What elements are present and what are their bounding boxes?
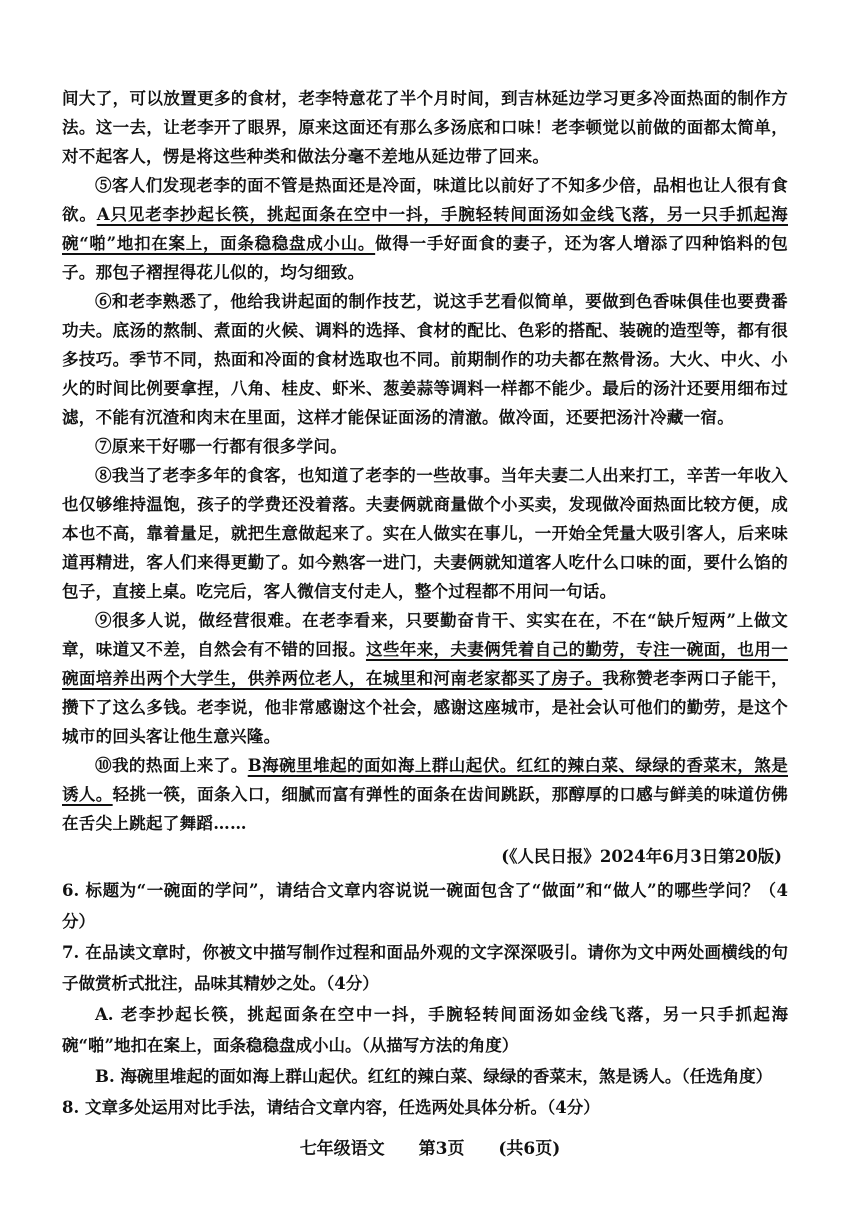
footer-subject: 七年级语文 (299, 1139, 385, 1159)
paragraph-5-text-a: ⑤客人们发现老李的面不管是热面还是冷面，味道比以前好了不知多少倍，品相也让人很有食欲。 (62, 176, 788, 224)
paragraph-10-text-b: 轻挑一筷，面条入口，细腻而富有弹性的面条在齿间跳跃，那醇厚的口感与鲜美的味道仿佛在舌尖上跳起了舞蹈…… (62, 785, 789, 833)
paragraph-5 (62, 171, 788, 287)
question-7: 7. 在品读文章时，你被文中描写制作过程和面品外观的文字深深吸引。请你为文中两处画横线的句子做赏析式批注，品味其精妙之处。（4分） (62, 943, 788, 993)
paragraph-7: ⑦原来干好哪一行都有很多学问。 (95, 437, 347, 456)
page-footer (0, 1134, 860, 1159)
paragraph-9 (62, 606, 788, 751)
paragraph-intro: 间大了，可以放置更多的食材，老李特意花了半个月时间，到吉林延边学习更多冷面热面的制作方法。这一去，让老李开了眼界，原来这面还有那么多汤底和口味！老李顿觉以前做的面都太简单，对不起客人，愣是将这些种类和做法分毫不差地从延边带了回来。 (62, 89, 788, 166)
question-6: 6. 标题为“一碗面的学问”，请结合文章内容说说一碗面包含了“做面”和“做人”的哪些学问？（4分） (62, 881, 788, 931)
paragraph-6: ⑥和老李熟悉了，他给我讲起面的制作技艺，说这手艺看似简单，要做到色香味俱佳也要费番功夫。底汤的熬制、煮面的火候、调料的选择、食材的配比、色彩的搭配、装碗的造型等，都有很多技巧。季节不同，热面和冷面的食材选取也不同。前期制作的功夫都在熬骨汤。大火、中火、小火的时间比例要拿捏，八角、桂皮、虾米、葱姜蒜等调料一样都不能少。最后的汤汁还要用细布过滤，不能有沉渣和肉末在里面，这样才能保证面汤的清澈。做冷面，还要把汤汁冷藏一宿。 (62, 292, 788, 427)
article-source: (《人民日报》2024年6月3日第20版) (501, 847, 782, 866)
paragraph-10-text-a: ⑩我的热面上来了。 (95, 756, 248, 775)
paragraph-8: ⑧我当了老李多年的食客，也知道了老李的一些故事。当年夫妻二人出来打工，辛苦一年收入也仅够维持温饱，孩子的学费还没着落。夫妻俩就商量做个小买卖，发现做冷面热面比较方便，成本也不高，靠着量足，就把生意做起来了。实在人做实在事儿，一开始全凭量大吸引客人，后来味道再精进，客人们来得更勤了。如今熟客一进门，夫妻俩就知道客人吃什么口味的面，要什么馅的包子，直接上桌。吃完后，客人微信支付走人，整个过程都不用问一句话。 (62, 466, 788, 601)
paragraph-9-text-a: ⑨很多人说，做经营很难。在老李看来，只要勤奋肯干、实实在在，不在“缺斤短两”上做文章，味道又不差，自然会有不错的回报。 (62, 611, 788, 659)
question-8: 8. 文章多处运用对比手法，请结合文章内容，任选两处具体分析。（4分） (62, 1098, 600, 1117)
question-7-option-a: A. 老李抄起长筷，挑起面条在空中一抖，手腕轻转间面汤如金线飞落，另一只手抓起海碗“啪”地扣在案上，面条稳稳盘成小山。（从描写方法的角度） (62, 1005, 788, 1055)
paragraph-9-text-b: 我称赞老李两口子能干，攒下了这么多钱。老李说，他非常感谢这个社会，感谢这座城市，是社会认可他们的勤劳，是这个城市的回头客让他生意兴隆。 (62, 669, 788, 746)
paragraph-5-text-b: 做得一手好面食的妻子，还为客人增添了四种馅料的包子。那包子褶捏得花儿似的，均匀细致。 (62, 234, 788, 282)
underlined-sentence-a: A只见老李抄起长筷，挑起面条在空中一抖，手腕轻转间面汤如金线飞落，另一只手抓起海碗“啪”地扣在案上，面条稳稳盘成小山。 (62, 205, 788, 253)
question-7-option-b: B. 海碗里堆起的面如海上群山起伏。红红的辣白菜、绿绿的香菜末，煞是诱人。（任选角度） (95, 1067, 773, 1086)
underlined-sentence-b: B海碗里堆起的面如海上群山起伏。红红的辣白菜、绿绿的香菜末，煞是诱人。 (62, 756, 788, 804)
underlined-sentence-9: 这些年来，夫妻俩凭着自己的勤劳，专注一碗面，也用一碗面培养出两个大学生，供养两位老人，在城里和河南老家都买了房子。 (62, 640, 789, 688)
paragraph-10 (62, 751, 788, 838)
footer-total-pages: (共6页) (498, 1139, 561, 1159)
footer-page-number: 第3页 (418, 1139, 465, 1159)
